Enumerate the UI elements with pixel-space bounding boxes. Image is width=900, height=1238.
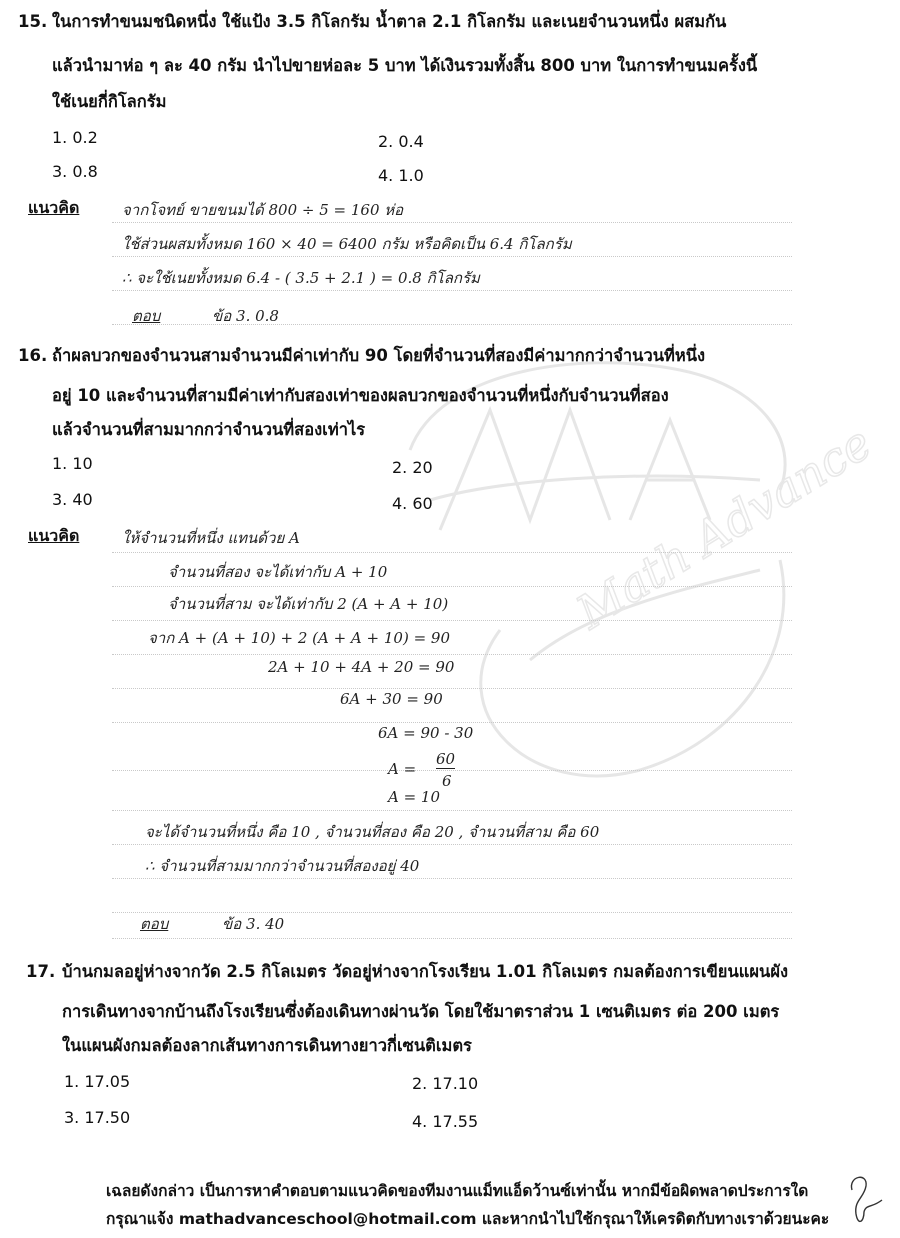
footer-line-1: เฉลยดังกล่าว เป็นการหาคำตอบตามแนวคิดของทีมงานแม็ทแอ็ดว้านซ์เท่านั้น หากมีข้อผิดพลาดประการใด <box>106 1182 809 1200</box>
q16-work-line-9: A = 10 <box>388 788 441 806</box>
footer-line-2: กรุณาแจ้ง mathadvanceschool@hotmail.com และหากนำไปใช้กรุณาให้เครดิตกับทางเราด้วยนะคะ <box>106 1210 830 1228</box>
q17-option-3: 3. 17.50 <box>64 1108 131 1127</box>
q16-option-3: 3. 40 <box>52 490 93 509</box>
question-17-line-2: การเดินทางจากบ้านถึงโรงเรียนซึ่งต้องเดินทางผ่านวัด โดยใช้มาตราส่วน 1 เซนติเมตร ต่อ 200 เมตร <box>62 1002 780 1021</box>
question-17-line-3: ในแผนผังกมลต้องลากเส้นทางการเดินทางยาวกี่เซนติเมตร <box>62 1036 472 1055</box>
q16-work-line-5: 2A + 10 + 4A + 20 = 90 <box>268 658 455 676</box>
q16-answer-label: ตอบ <box>140 915 169 933</box>
question-15-line-2: แล้วนำมาห่อ ๆ ละ 40 กรัม นำไปขายห่อละ 5 บาท ได้เงินรวมทั้งสิ้น 800 บาท ในการทำขนมครั้งนี้ <box>52 56 758 75</box>
q15-option-3: 3. 0.8 <box>52 162 98 181</box>
q16-answer-value: ข้อ 3. 40 <box>222 915 285 933</box>
question-15-line-1: ในการทำขนมชนิดหนึ่ง ใช้แป้ง 3.5 กิโลกรัม น้ำตาล 2.1 กิโลกรัม และเนยจำนวนหนึ่ง ผสมกัน <box>52 12 727 31</box>
question-16-line-1: ถ้าผลบวกของจำนวนสามจำนวนมีค่าเท่ากับ 90 โดยที่จำนวนที่สองมีค่ามากกว่าจำนวนที่หนึ่ง <box>52 346 706 365</box>
q16-fraction-denominator: 6 <box>442 772 452 790</box>
q16-work-line-4: จาก A + (A + 10) + 2 (A + A + 10) = 90 <box>148 629 450 647</box>
q16-work-line-7: 6A = 90 - 30 <box>378 724 474 742</box>
q17-option-4: 4. 17.55 <box>412 1112 479 1131</box>
q16-work-line-2: จำนวนที่สอง จะได้เท่ากับ A + 10 <box>168 563 388 581</box>
q16-option-2: 2. 20 <box>392 458 433 477</box>
question-15-line-3: ใช้เนยกี่กิโลกรัม <box>52 92 167 111</box>
q15-work-line-2: ใช้ส่วนผสมทั้งหมด 160 × 40 = 6400 กรัม หรือคิดเป็น 6.4 กิโลกรัม <box>122 235 572 253</box>
q17-option-2: 2. 17.10 <box>412 1074 479 1093</box>
question-17-line-1: บ้านกมลอยู่ห่างจากวัด 2.5 กิโลเมตร วัดอยู่ห่างจากโรงเรียน 1.01 กิโลเมตร กมลต้องการเขียนแผนผัง <box>62 962 789 981</box>
q16-work-line-11: ∴ จำนวนที่สามมากกว่าจำนวนที่สองอยู่ 40 <box>145 857 420 875</box>
question-15-number: 15. <box>18 12 48 31</box>
q17-option-1: 1. 17.05 <box>64 1072 131 1091</box>
q16-work-line-1: ให้จำนวนที่หนึ่ง แทนด้วย A <box>122 529 300 547</box>
q15-work-line-3: ∴ จะใช้เนยทั้งหมด 6.4 - ( 3.5 + 2.1 ) = 0.8 กิโลกรัม <box>122 269 480 287</box>
question-17-number: 17. <box>26 962 56 981</box>
q15-answer-value: ข้อ 3. 0.8 <box>212 307 279 325</box>
q16-work-line-3: จำนวนที่สาม จะได้เท่ากับ 2 (A + A + 10) <box>168 595 449 613</box>
q16-solution-label: แนวคิด <box>28 526 80 545</box>
q15-option-2: 2. 0.4 <box>378 132 424 151</box>
q16-work-line-10: จะได้จำนวนที่หนึ่ง คือ 10 , จำนวนที่สอง คือ 20 , จำนวนที่สาม คือ 60 <box>145 823 600 841</box>
question-16-line-2: อยู่ 10 และจำนวนที่สามมีค่าเท่ากับสองเท่าของผลบวกของจำนวนที่หนึ่งกับจำนวนที่สอง <box>52 386 669 405</box>
question-16-line-3: แล้วจำนวนที่สามมากกว่าจำนวนที่สองเท่าไร <box>52 420 366 439</box>
q16-work-line-6: 6A + 30 = 90 <box>340 690 443 708</box>
signature-icon <box>838 1170 888 1230</box>
q16-fraction-numerator: 60 <box>436 750 456 768</box>
q15-option-1: 1. 0.2 <box>52 128 98 147</box>
q16-option-1: 1. 10 <box>52 454 93 473</box>
q15-answer-label: ตอบ <box>132 307 161 325</box>
q15-option-4: 4. 1.0 <box>378 166 424 185</box>
q15-solution-label: แนวคิด <box>28 198 80 217</box>
watermark-text: Math Advance <box>567 415 881 640</box>
q15-work-line-1: จากโจทย์ ขายขนมได้ 800 ÷ 5 = 160 ห่อ <box>122 201 404 219</box>
question-16-number: 16. <box>18 346 48 365</box>
q16-work-line-8: A = <box>388 760 417 778</box>
q16-option-4: 4. 60 <box>392 494 433 513</box>
